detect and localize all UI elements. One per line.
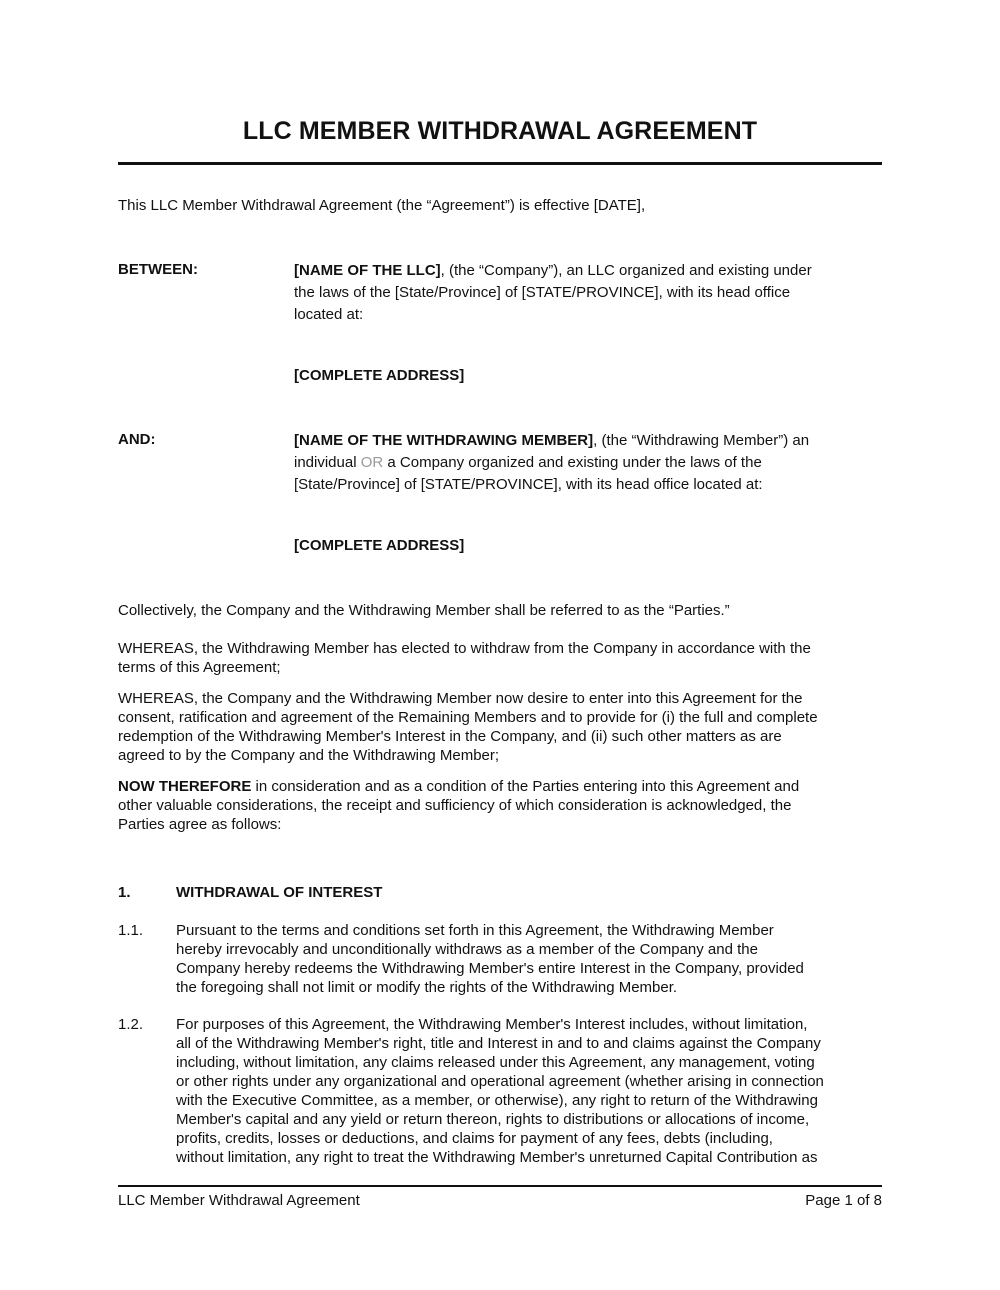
or-option-text: OR <box>360 454 384 471</box>
clause-1-1-text <box>176 921 888 997</box>
clause-1-2-number: 1.2. <box>118 1016 144 1033</box>
title-divider <box>118 162 882 165</box>
section-1-heading: WITHDRAWAL OF INTEREST <box>176 884 383 901</box>
whereas-2-line: redemption of the Withdrawing Member's Interest in the Company, and (ii) such other matters as are <box>118 728 782 745</box>
clause-1-1-number: 1.1. <box>118 922 144 939</box>
whereas-paragraph-2 <box>118 689 888 765</box>
clause-line: hereby irrevocably and unconditionally withdraws as a member of the Company and the <box>176 941 758 958</box>
and-line-3: [State/Province] of [STATE/PROVINCE], with its head office located at: <box>294 476 763 493</box>
footer-page-number: Page 1 of 8 <box>805 1192 882 1209</box>
between-line-1 <box>294 261 884 283</box>
and-label: AND: <box>118 431 156 448</box>
and-line-2-b: a Company organized and existing under the laws of the <box>383 454 762 471</box>
clause-line: including, without limitation, any claims released under this Agreement, any management, voting <box>176 1054 815 1071</box>
now-therefore-line: other valuable considerations, the receipt and sufficiency of which consideration is acknowledged, the <box>118 797 792 814</box>
now-therefore-paragraph <box>118 777 888 834</box>
member-name-placeholder: [NAME OF THE WITHDRAWING MEMBER] <box>294 432 594 449</box>
between-line-2: the laws of the [State/Province] of [STATE/PROVINCE], with its head office <box>294 284 791 301</box>
whereas-1-line: WHEREAS, the Withdrawing Member has elected to withdraw from the Company in accordance with the <box>118 640 811 657</box>
document-title: LLC MEMBER WITHDRAWAL AGREEMENT <box>242 117 758 145</box>
clause-line: all of the Withdrawing Member's right, title and Interest in and to and claims against the Company <box>176 1035 821 1052</box>
whereas-1-line: terms of this Agreement; <box>118 659 281 676</box>
clause-line: or other rights under any organizational and operational agreement (whether arising in connection <box>176 1073 824 1090</box>
footer-divider <box>118 1185 882 1187</box>
clause-line: Member's capital and any yield or return thereon, rights to distributions or allocations of income, <box>176 1111 810 1128</box>
and-line-2 <box>294 453 884 475</box>
clause-line: with the Executive Committee, as a member, or otherwise), any right to return of the Withdrawing <box>176 1092 818 1109</box>
between-line-1-text: , (the “Company”), an LLC organized and existing under <box>440 262 812 279</box>
between-address-placeholder: [COMPLETE ADDRESS] <box>294 367 465 384</box>
section-1-number: 1. <box>118 884 131 901</box>
and-party-block <box>294 431 884 497</box>
clause-1-2-text <box>176 1015 888 1167</box>
clause-line: without limitation, any right to treat the Withdrawing Member's unreturned Capital Contribution as <box>176 1149 818 1166</box>
now-therefore-bold: NOW THEREFORE <box>118 778 252 795</box>
and-line-1-text: , (the “Withdrawing Member”) an <box>593 432 810 449</box>
between-label: BETWEEN: <box>118 261 198 278</box>
intro-paragraph: This LLC Member Withdrawal Agreement (the “Agreement”) is effective [DATE], <box>118 197 646 214</box>
and-line-1 <box>294 431 884 453</box>
whereas-2-line: WHEREAS, the Company and the Withdrawing Member now desire to enter into this Agreement for the <box>118 690 803 707</box>
between-line-3: located at: <box>294 306 364 323</box>
now-therefore-line: Parties agree as follows: <box>118 816 282 833</box>
clause-line: Pursuant to the terms and conditions set forth in this Agreement, the Withdrawing Member <box>176 922 774 939</box>
footer-document-name: LLC Member Withdrawal Agreement <box>118 1192 360 1209</box>
between-party-block <box>294 261 884 327</box>
clause-line: profits, credits, losses or deductions, and claims for payment of any fees, debts (including, <box>176 1130 773 1147</box>
collectively-paragraph: Collectively, the Company and the Withdrawing Member shall be referred to as the “Parties.” <box>118 602 730 619</box>
clause-line: Company hereby redeems the Withdrawing Member's entire Interest in the Company, provided <box>176 960 804 977</box>
and-address-placeholder: [COMPLETE ADDRESS] <box>294 537 465 554</box>
whereas-2-line: agreed to by the Company and the Withdrawing Member; <box>118 747 500 764</box>
whereas-paragraph-1 <box>118 639 888 677</box>
whereas-2-line: consent, ratification and agreement of the Remaining Members and to provide for (i) the full and complete <box>118 709 818 726</box>
and-line-2-a: individual <box>294 454 361 471</box>
clause-line: the foregoing shall not limit or modify the rights of the Withdrawing Member. <box>176 979 678 996</box>
now-therefore-line <box>118 777 888 796</box>
llc-name-placeholder: [NAME OF THE LLC] <box>294 262 441 279</box>
now-therefore-line-1-text: in consideration and as a condition of the Parties entering into this Agreement and <box>251 778 800 795</box>
clause-line: For purposes of this Agreement, the Withdrawing Member's Interest includes, without limitation, <box>176 1016 808 1033</box>
